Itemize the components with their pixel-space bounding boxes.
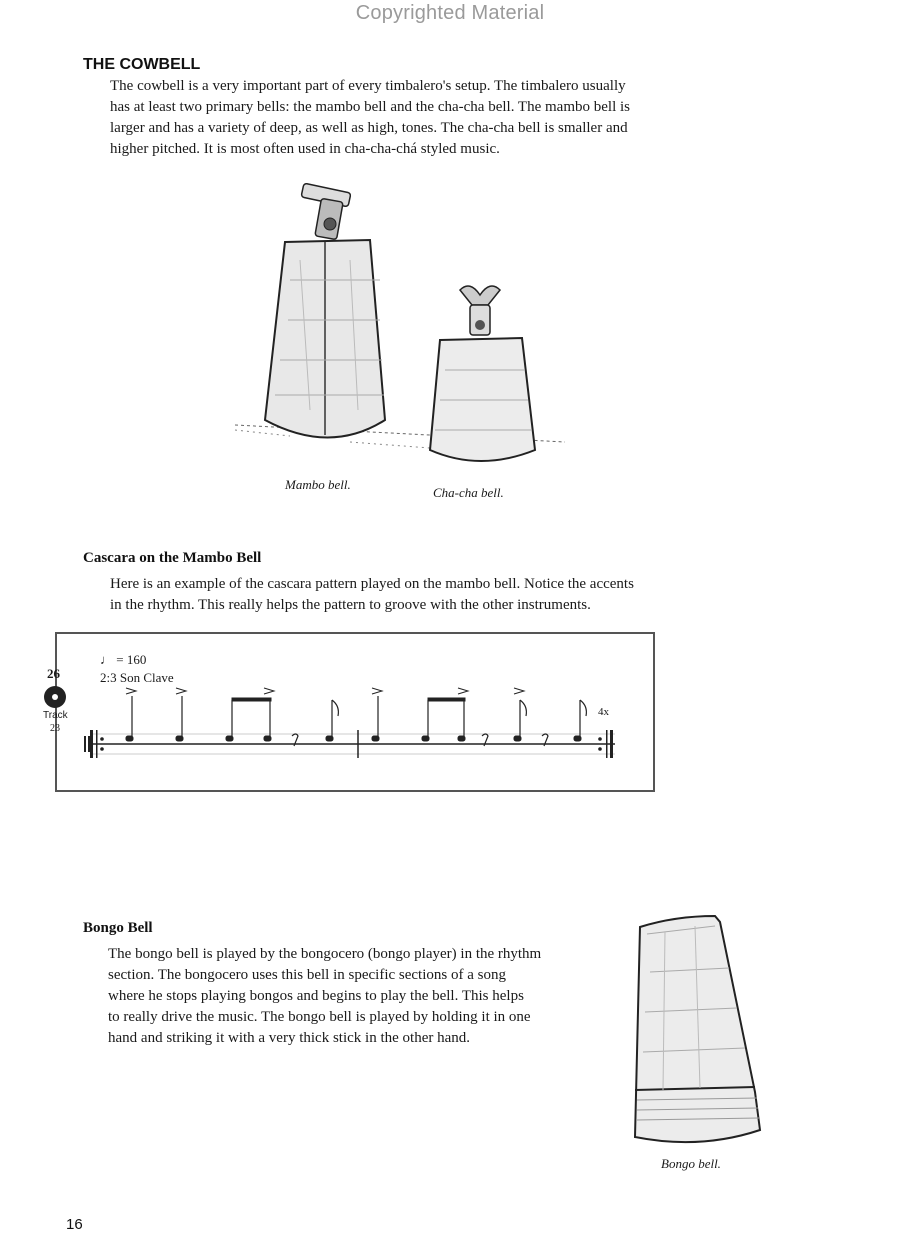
track-label: Track (43, 710, 68, 721)
paragraph-line: The cowbell is a very important part of every timbalero's setup. The timbalero usually (110, 78, 626, 94)
paragraph-line: in the rhythm. This really helps the pattern to groove with the other instruments. (110, 597, 591, 613)
clave-style-label: 2:3 Son Clave (100, 670, 174, 685)
accent-marks (126, 688, 524, 694)
mambo-bell-caption: Mambo bell. (285, 477, 351, 492)
section-heading-bongo-bell: Bongo Bell (83, 920, 153, 936)
eighth-note (574, 700, 586, 741)
cd-icon (40, 684, 70, 710)
bongo-bell-paragraph (108, 944, 541, 1049)
cascara-paragraph (110, 574, 634, 616)
paragraph-line: larger and has a variety of deep, as well as high, tones. The cha-cha bell is smaller and (110, 120, 628, 136)
cowbell-paragraph (110, 76, 630, 160)
mambo-bell-drawing (265, 183, 385, 437)
cowbell-illustration (230, 180, 570, 480)
paragraph-line: section. The bongocero uses this bell in specific sections of a song (108, 967, 506, 983)
paragraph-line: Here is an example of the cascara pattern played on the mambo bell. Notice the accents (110, 576, 634, 592)
track-number: 26 (47, 666, 60, 681)
bongo-bell-caption: Bongo bell. (661, 1156, 721, 1171)
paragraph-line: has at least two primary bells: the mambo bell and the cha-cha bell. The mambo bell is (110, 99, 630, 115)
cha-cha-bell-caption: Cha-cha bell. (433, 485, 504, 500)
section-heading-cowbell: THE COWBELL (83, 56, 201, 73)
cha-cha-bell-drawing (430, 286, 535, 461)
notation-staff (80, 686, 620, 766)
eighth-note-pair (422, 698, 465, 741)
eighth-note (326, 700, 338, 741)
page-number: 16 (66, 1216, 83, 1233)
paragraph-line: The bongo bell is played by the bongocero (bongo player) in the rhythm (108, 946, 542, 962)
percussion-clef (84, 736, 90, 752)
eighth-note (514, 700, 526, 741)
notes (126, 696, 586, 746)
paragraph-line: hand and striking it with a very thick stick in the other hand. (108, 1030, 471, 1046)
paragraph-line: to really drive the music. The bongo bell is played by holding it in one (108, 1009, 531, 1025)
paragraph-line: where he stops playing bongos and begins to play the bell. This helps (108, 988, 524, 1004)
tempo-marking: ♩ = 160 (100, 652, 147, 667)
copyright-watermark: Copyrighted Material (355, 2, 545, 24)
eighth-note-pair (226, 698, 271, 741)
section-heading-cascara: Cascara on the Mambo Bell (83, 550, 262, 566)
track-id: 23 (50, 723, 60, 734)
bongo-bell-illustration (625, 912, 775, 1147)
paragraph-line: higher pitched. It is most often used in cha-cha-chá styled music. (110, 141, 500, 157)
repeat-count: 4x (598, 706, 609, 718)
